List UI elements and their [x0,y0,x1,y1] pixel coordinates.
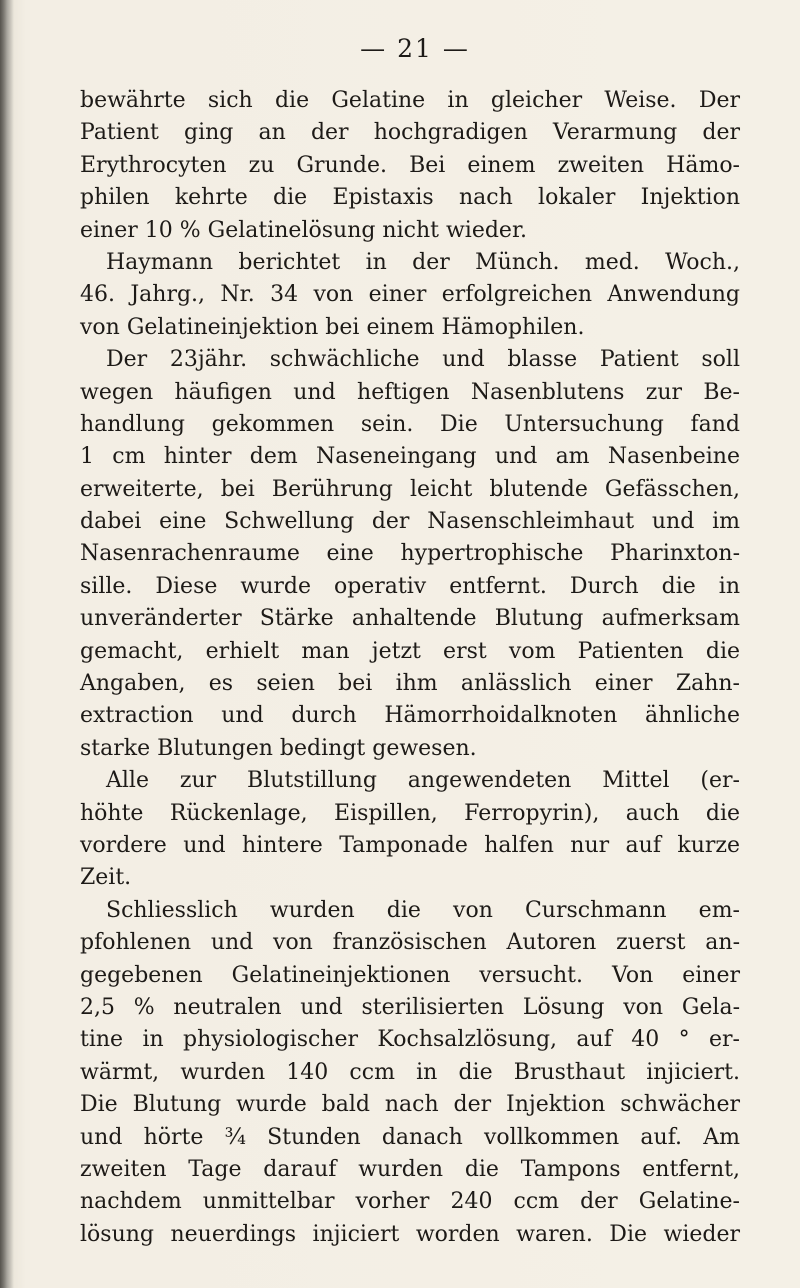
text-line: bewährte sich die Gelatine in gleicher Weise. Der [80,88,740,113]
body-text [80,85,740,1251]
binding-shadow [0,0,14,1288]
text-line: 46. Jahrg., Nr. 34 von einer erfolgreichen Anwendung [80,282,740,308]
text-line: gemacht, erhielt man jetzt erst vom Patienten die [80,638,740,664]
text-line: 2,5 % neutralen und sterilisierten Lösung von Gela- [80,994,740,1020]
text-line: pfohlenen und von französischen Autoren zuerst an- [80,930,740,956]
text-line: einer 10 % Gelatinelösung nicht wieder. [80,217,528,243]
text-line: und hörte ¾ Stunden danach vollkommen auf. Am [80,1124,740,1150]
text-line: wärmt, wurden 140 ccm in die Brusthaut injiciert. [80,1059,740,1085]
text-line: Zeit. [80,865,132,891]
text-line: gegebenen Gelatineinjektionen versucht. Von einer [80,962,740,988]
text-line: vordere und hintere Tamponade halfen nur auf kurze [80,832,740,858]
text-line: Angaben, es seien bei ihm anlässlich einer Zahn- [80,671,740,697]
page-number: — 21 — [360,34,470,63]
text-line: erweiterte, bei Berührung leicht blutende Gefässchen, [80,476,740,502]
text-line: Nasenrachenraume eine hypertrophische Pharinxton- [80,541,740,567]
text-line: handlung gekommen sein. Die Untersuchung fand [80,411,740,437]
text-line: Die Blutung wurde bald nach der Injektion schwächer [80,1092,740,1118]
text-line: nachdem unmittelbar vorher 240 ccm der Gelatine- [80,1189,740,1215]
text-line: Alle zur Blutstillung angewendeten Mittel (er- [106,768,740,794]
text-line: von Gelatineinjektion bei einem Hämophilen. [80,314,585,340]
text-line: extraction und durch Hämorrhoidalknoten ähnliche [80,703,740,729]
text-line: dabei eine Schwellung der Nasenschleimhaut und im [80,509,740,535]
text-line: Patient ging an der hochgradigen Verarmung der [80,120,740,146]
text-line: unveränderter Stärke anhaltende Blutung aufmerksam [80,606,740,632]
text-line: sille. Diese wurde operativ entfernt. Durch die in [80,573,740,599]
text-line: Haymann berichtet in der Münch. med. Woch., [106,249,740,275]
text-line: höhte Rückenlage, Eispillen, Ferropyrin), auch die [80,800,740,826]
text-line: starke Blutungen bedingt gewesen. [80,735,477,761]
text-line: wegen häufigen und heftigen Nasenblutens zur Be- [80,379,740,405]
text-line: Schliesslich wurden die von Curschmann em- [106,897,740,923]
text-line: Erythrocyten zu Grunde. Bei einem zweiten Hämo- [80,152,740,178]
text-line: 1 cm hinter dem Naseneingang und am Nasenbeine [80,444,740,470]
text-line: zweiten Tage darauf wurden die Tampons entfernt, [80,1156,740,1182]
text-line: lösung neuerdings injiciert worden waren. Die wieder [80,1221,740,1247]
text-line: Der 23jähr. schwächliche und blasse Patient soll [106,347,740,373]
text-line: philen kehrte die Epistaxis nach lokaler Injektion [80,185,740,211]
text-line: tine in physiologischer Kochsalzlösung, auf 40 ° er- [80,1027,740,1053]
